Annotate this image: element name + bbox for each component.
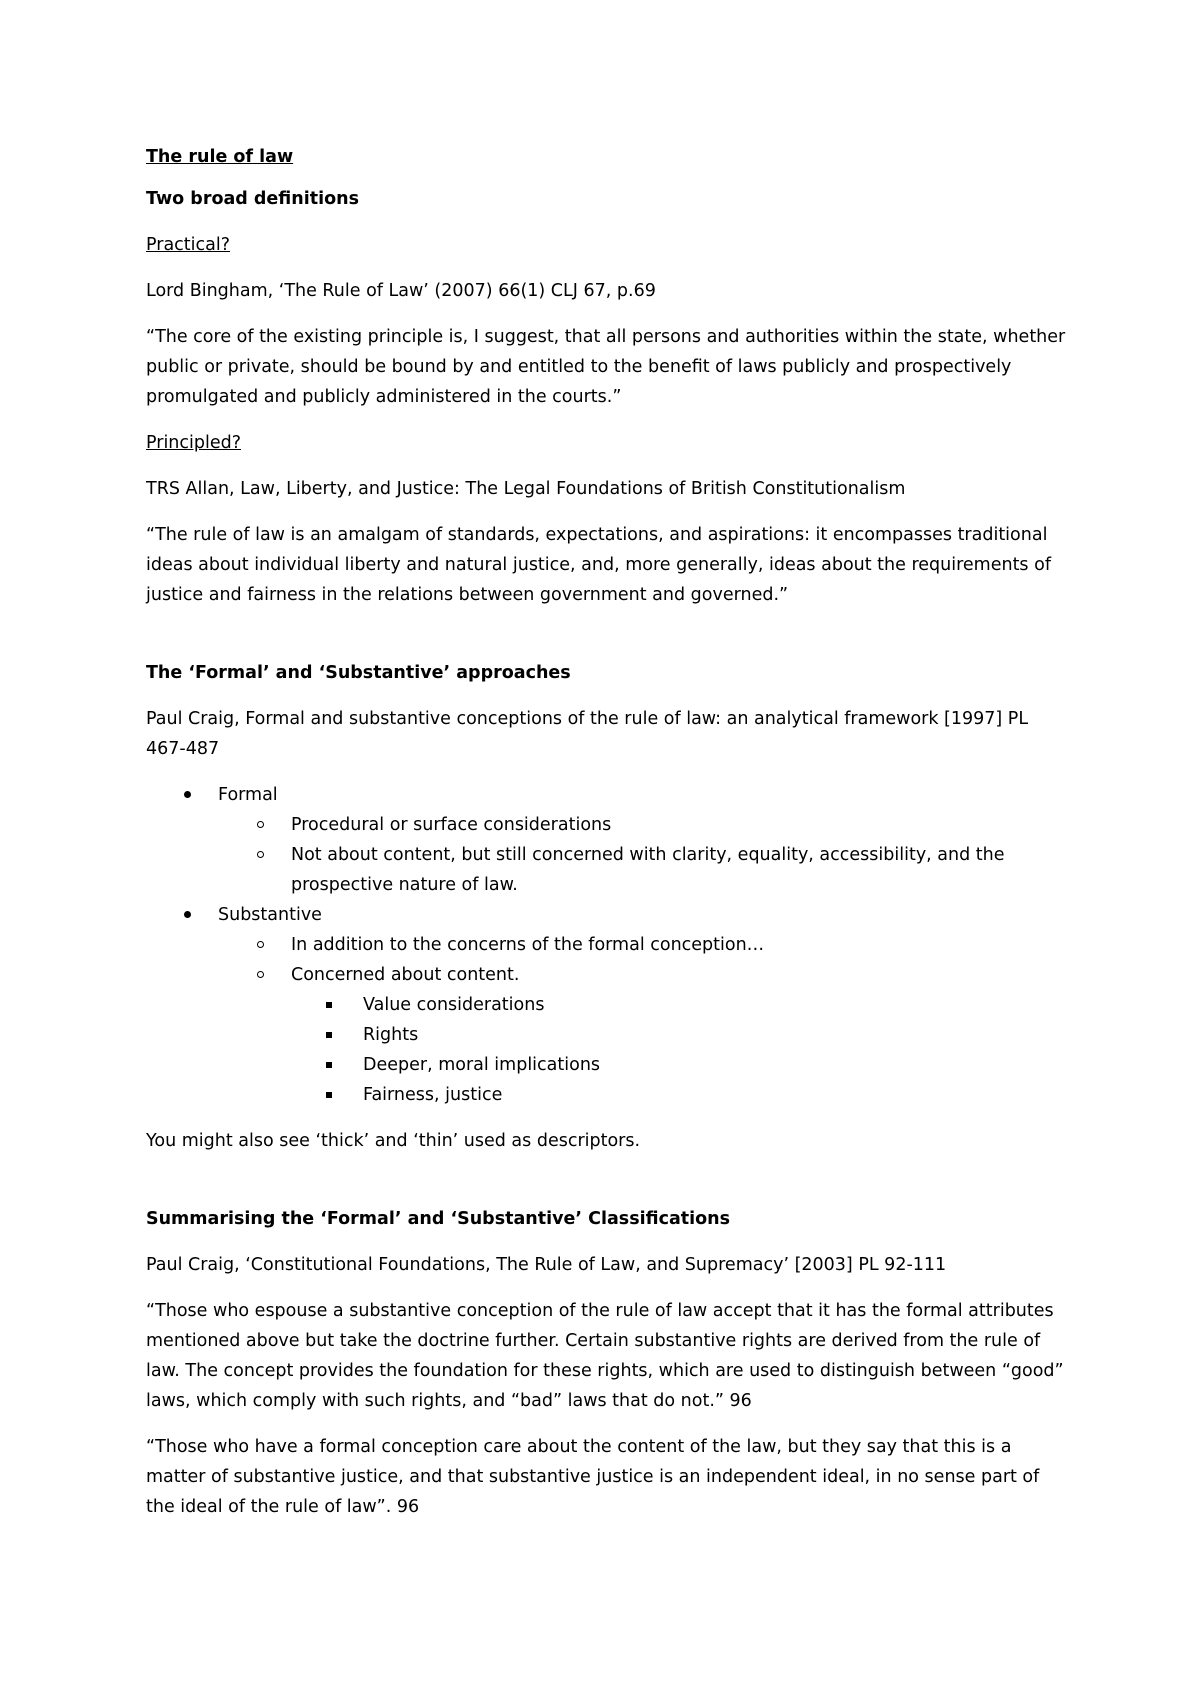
craig-quote-substantive: “Those who espouse a substantive conception of the rule of law accept that it has the formal attributes mentioned above but take the doctrine further. Certain substantive rights are derived from the rule of law. The concept provides the foundation for these rights, which are used to distinguish between “good” laws, which comply with such rights, and “bad” laws that do not.” 96 bbox=[146, 1301, 1064, 1411]
list-item-label: Deeper, moral implications bbox=[363, 1055, 601, 1075]
practical-label: Practical? bbox=[146, 235, 231, 255]
craig-2003-citation: Paul Craig, ‘Constitutional Foundations, The Rule of Law, and Supremacy’ [2003] PL 92-111 bbox=[146, 1255, 947, 1275]
document-page bbox=[146, 142, 1071, 1538]
section-heading-approaches: The ‘Formal’ and ‘Substantive’ approaches bbox=[146, 663, 571, 683]
list-item bbox=[146, 780, 1071, 810]
list-item-label: Not about content, but still concerned with clarity, equality, accessibility, and the prospective nature of law. bbox=[291, 845, 1005, 895]
list-item-label: In addition to the concerns of the formal conception… bbox=[291, 935, 765, 955]
spacer bbox=[146, 1172, 1071, 1204]
list-item-label: Formal bbox=[218, 785, 278, 805]
list-item bbox=[146, 1080, 1071, 1110]
list-item bbox=[146, 960, 1071, 990]
section-heading-definitions: Two broad definitions bbox=[146, 189, 359, 209]
section-heading-summary: Summarising the ‘Formal’ and ‘Substantive’ Classifications bbox=[146, 1209, 731, 1229]
list-item-label: Procedural or surface considerations bbox=[291, 815, 612, 835]
approaches-list bbox=[146, 780, 1071, 1110]
craig-quote-formal: “Those who have a formal conception care about the content of the law, but they say that this is a matter of substantive justice, and that substantive justice is an independent ideal, in no sense part of the ideal of the rule of law”. 96 bbox=[146, 1437, 1040, 1517]
allan-quote: “The rule of law is an amalgam of standards, expectations, and aspirations: it encompasses traditional ideas about individual liberty and natural justice, and, more generally, ideas about the requirements of justice and fairness in the relations between government and governed.” bbox=[146, 525, 1051, 605]
allan-citation: TRS Allan, Law, Liberty, and Justice: The Legal Foundations of British Constitutionalism bbox=[146, 479, 906, 499]
principled-label: Principled? bbox=[146, 433, 242, 453]
list-item bbox=[146, 1050, 1071, 1080]
list-item bbox=[146, 990, 1071, 1020]
bingham-citation: Lord Bingham, ‘The Rule of Law’ (2007) 66(1) CLJ 67, p.69 bbox=[146, 281, 656, 301]
list-item-label: Concerned about content. bbox=[291, 965, 520, 985]
document-title: The rule of law bbox=[146, 147, 294, 167]
list-item-label: Substantive bbox=[218, 905, 322, 925]
list-item-label: Value considerations bbox=[363, 995, 545, 1015]
descriptor-note: You might also see ‘thick’ and ‘thin’ used as descriptors. bbox=[146, 1131, 641, 1151]
list-item bbox=[146, 840, 1071, 900]
list-item bbox=[146, 1020, 1071, 1050]
list-item bbox=[146, 810, 1071, 840]
list-item bbox=[146, 930, 1071, 960]
bingham-quote: “The core of the existing principle is, I suggest, that all persons and authorities within the state, whether public or private, should be bound by and entitled to the benefit of laws publicly and prospectively promulgated and publicly administered in the courts.” bbox=[146, 327, 1066, 407]
spacer bbox=[146, 626, 1071, 658]
list-item-label: Rights bbox=[363, 1025, 419, 1045]
craig-1997-citation: Paul Craig, Formal and substantive conceptions of the rule of law: an analytical framework [1997] PL 467-487 bbox=[146, 709, 1029, 759]
list-item-label: Fairness, justice bbox=[363, 1085, 503, 1105]
list-item bbox=[146, 900, 1071, 930]
